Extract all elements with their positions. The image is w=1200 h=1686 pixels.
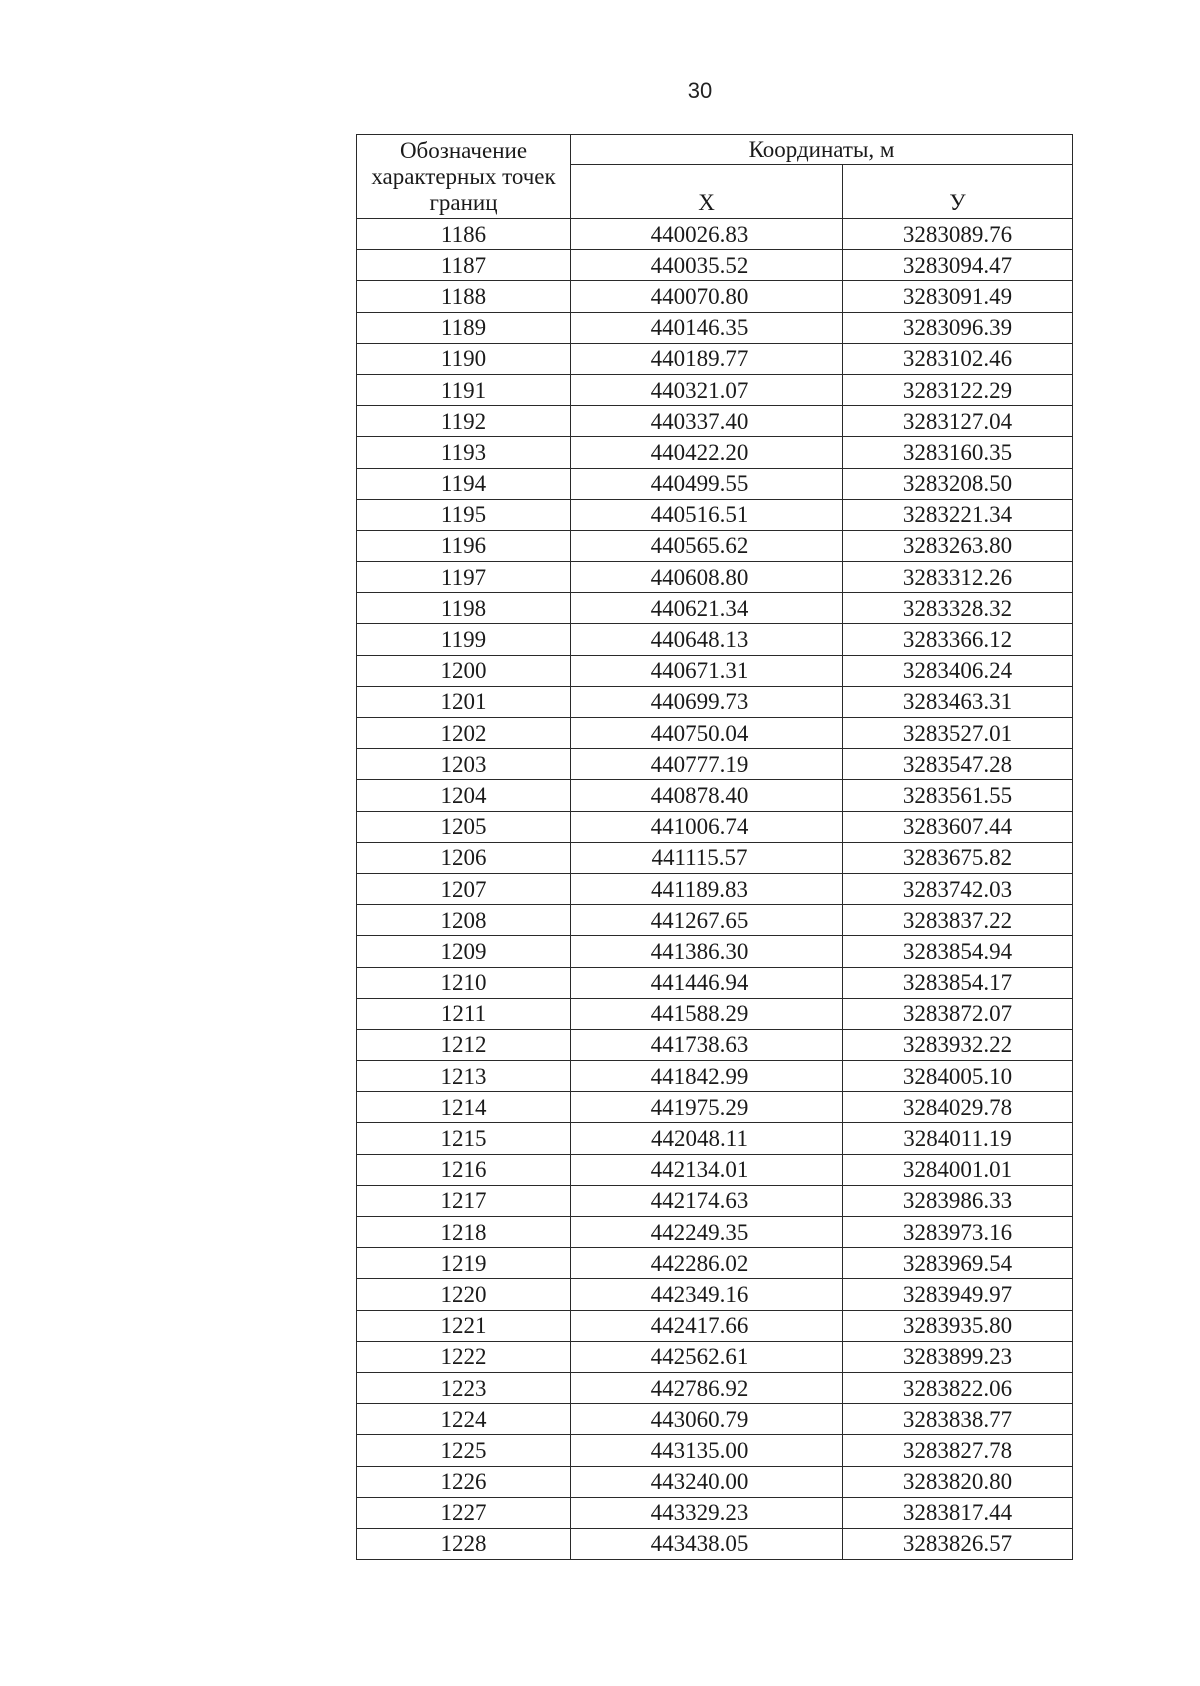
table-row — [357, 1248, 1073, 1279]
x-cell: 441738.63 — [571, 1029, 843, 1060]
x-cell: 441386.30 — [571, 936, 843, 967]
point-cell: 1213 — [357, 1061, 571, 1092]
point-cell: 1201 — [357, 686, 571, 717]
table-row — [357, 219, 1073, 250]
x-cell: 442249.35 — [571, 1217, 843, 1248]
y-cell: 3283837.22 — [843, 905, 1073, 936]
x-cell: 442349.16 — [571, 1279, 843, 1310]
x-cell: 443438.05 — [571, 1528, 843, 1559]
y-cell: 3284011.19 — [843, 1123, 1073, 1154]
y-cell: 3283160.35 — [843, 437, 1073, 468]
y-cell: 3284001.01 — [843, 1154, 1073, 1185]
y-cell: 3283986.33 — [843, 1185, 1073, 1216]
y-cell: 3283854.94 — [843, 936, 1073, 967]
table-row — [357, 530, 1073, 561]
table-row — [357, 343, 1073, 374]
point-cell: 1191 — [357, 374, 571, 405]
point-cell: 1198 — [357, 593, 571, 624]
table-row — [357, 1341, 1073, 1372]
y-cell: 3283935.80 — [843, 1310, 1073, 1341]
table-row — [357, 593, 1073, 624]
y-cell: 3283328.32 — [843, 593, 1073, 624]
x-cell: 440777.19 — [571, 749, 843, 780]
point-cell: 1219 — [357, 1248, 571, 1279]
x-cell: 440671.31 — [571, 655, 843, 686]
x-cell: 443135.00 — [571, 1435, 843, 1466]
point-cell: 1220 — [357, 1279, 571, 1310]
x-cell: 443060.79 — [571, 1404, 843, 1435]
table-row — [357, 406, 1073, 437]
y-cell: 3283675.82 — [843, 842, 1073, 873]
y-cell: 3283899.23 — [843, 1341, 1073, 1372]
point-cell: 1194 — [357, 468, 571, 499]
point-cell: 1217 — [357, 1185, 571, 1216]
y-cell: 3283742.03 — [843, 873, 1073, 904]
point-cell: 1228 — [357, 1528, 571, 1559]
table-row — [357, 624, 1073, 655]
y-cell: 3283607.44 — [843, 811, 1073, 842]
table-row — [357, 1404, 1073, 1435]
coordinates-table — [356, 134, 1073, 1560]
table-row — [357, 499, 1073, 530]
table-row — [357, 1279, 1073, 1310]
x-cell: 441446.94 — [571, 967, 843, 998]
point-cell: 1207 — [357, 873, 571, 904]
y-cell: 3283366.12 — [843, 624, 1073, 655]
point-cell: 1215 — [357, 1123, 571, 1154]
point-cell: 1211 — [357, 998, 571, 1029]
table-row — [357, 749, 1073, 780]
y-cell: 3283463.31 — [843, 686, 1073, 717]
x-cell: 441588.29 — [571, 998, 843, 1029]
point-cell: 1193 — [357, 437, 571, 468]
table-row — [357, 967, 1073, 998]
point-cell: 1212 — [357, 1029, 571, 1060]
y-cell: 3283527.01 — [843, 718, 1073, 749]
table-row — [357, 1123, 1073, 1154]
table-row — [357, 873, 1073, 904]
x-cell: 440608.80 — [571, 562, 843, 593]
x-cell: 442048.11 — [571, 1123, 843, 1154]
table-row — [357, 250, 1073, 281]
point-cell: 1203 — [357, 749, 571, 780]
point-cell: 1190 — [357, 343, 571, 374]
y-cell: 3283872.07 — [843, 998, 1073, 1029]
table-header — [357, 135, 1073, 219]
x-cell: 441189.83 — [571, 873, 843, 904]
y-cell: 3283973.16 — [843, 1217, 1073, 1248]
y-cell: 3283127.04 — [843, 406, 1073, 437]
table-row — [357, 281, 1073, 312]
x-cell: 440499.55 — [571, 468, 843, 499]
table-row — [357, 437, 1073, 468]
table-row — [357, 1497, 1073, 1528]
x-cell: 440321.07 — [571, 374, 843, 405]
table-row — [357, 655, 1073, 686]
point-cell: 1204 — [357, 780, 571, 811]
point-cell: 1200 — [357, 655, 571, 686]
table-row — [357, 686, 1073, 717]
x-cell: 440422.20 — [571, 437, 843, 468]
point-cell: 1225 — [357, 1435, 571, 1466]
x-cell: 442134.01 — [571, 1154, 843, 1185]
y-cell: 3283094.47 — [843, 250, 1073, 281]
x-cell: 441267.65 — [571, 905, 843, 936]
point-cell: 1210 — [357, 967, 571, 998]
point-cell: 1202 — [357, 718, 571, 749]
point-cell: 1188 — [357, 281, 571, 312]
x-cell: 440516.51 — [571, 499, 843, 530]
x-cell: 440648.13 — [571, 624, 843, 655]
x-cell: 440337.40 — [571, 406, 843, 437]
point-cell: 1199 — [357, 624, 571, 655]
point-cell: 1224 — [357, 1404, 571, 1435]
x-cell: 440750.04 — [571, 718, 843, 749]
y-cell: 3283221.34 — [843, 499, 1073, 530]
point-cell: 1223 — [357, 1372, 571, 1403]
x-cell: 441115.57 — [571, 842, 843, 873]
table-row — [357, 1528, 1073, 1559]
table-row — [357, 312, 1073, 343]
y-cell: 3283208.50 — [843, 468, 1073, 499]
x-cell: 440878.40 — [571, 780, 843, 811]
y-cell: 3284005.10 — [843, 1061, 1073, 1092]
x-cell: 442286.02 — [571, 1248, 843, 1279]
y-cell: 3283263.80 — [843, 530, 1073, 561]
point-cell: 1226 — [357, 1466, 571, 1497]
y-cell: 3284029.78 — [843, 1092, 1073, 1123]
y-cell: 3283122.29 — [843, 374, 1073, 405]
x-cell: 442786.92 — [571, 1372, 843, 1403]
y-cell: 3283547.28 — [843, 749, 1073, 780]
x-cell: 440146.35 — [571, 312, 843, 343]
table-row — [357, 905, 1073, 936]
point-cell: 1189 — [357, 312, 571, 343]
point-cell: 1186 — [357, 219, 571, 250]
point-cell: 1208 — [357, 905, 571, 936]
point-cell: 1187 — [357, 250, 571, 281]
table-row — [357, 936, 1073, 967]
table-row — [357, 468, 1073, 499]
table-row — [357, 1154, 1073, 1185]
y-cell: 3283932.22 — [843, 1029, 1073, 1060]
point-cell: 1216 — [357, 1154, 571, 1185]
point-cell: 1218 — [357, 1217, 571, 1248]
page-number: 30 — [687, 78, 713, 103]
x-cell: 440699.73 — [571, 686, 843, 717]
point-cell: 1197 — [357, 562, 571, 593]
header-point-designation: Обозначение характерных точек границ — [357, 135, 571, 219]
y-cell: 3283312.26 — [843, 562, 1073, 593]
x-cell: 440026.83 — [571, 219, 843, 250]
table-row — [357, 562, 1073, 593]
y-cell: 3283822.06 — [843, 1372, 1073, 1403]
point-cell: 1195 — [357, 499, 571, 530]
x-cell: 440070.80 — [571, 281, 843, 312]
y-cell: 3283561.55 — [843, 780, 1073, 811]
table-body — [357, 219, 1073, 1560]
point-cell: 1196 — [357, 530, 571, 561]
table-row — [357, 1029, 1073, 1060]
table-row — [357, 1435, 1073, 1466]
table-row — [357, 780, 1073, 811]
table-row — [357, 718, 1073, 749]
x-cell: 440621.34 — [571, 593, 843, 624]
table-row — [357, 998, 1073, 1029]
y-cell: 3283091.49 — [843, 281, 1073, 312]
y-cell: 3283827.78 — [843, 1435, 1073, 1466]
x-cell: 440189.77 — [571, 343, 843, 374]
table-row — [357, 1217, 1073, 1248]
table-row — [357, 1061, 1073, 1092]
x-cell: 443240.00 — [571, 1466, 843, 1497]
header-x: X — [571, 165, 843, 219]
x-cell: 441006.74 — [571, 811, 843, 842]
header-coordinates: Координаты, м — [571, 135, 1073, 165]
x-cell: 443329.23 — [571, 1497, 843, 1528]
y-cell: 3283826.57 — [843, 1528, 1073, 1559]
table-row — [357, 1372, 1073, 1403]
table-row — [357, 374, 1073, 405]
x-cell: 442562.61 — [571, 1341, 843, 1372]
table-row — [357, 1310, 1073, 1341]
x-cell: 442174.63 — [571, 1185, 843, 1216]
table-row — [357, 1092, 1073, 1123]
point-cell: 1192 — [357, 406, 571, 437]
y-cell: 3283969.54 — [843, 1248, 1073, 1279]
table-row — [357, 1185, 1073, 1216]
point-cell: 1221 — [357, 1310, 571, 1341]
x-cell: 442417.66 — [571, 1310, 843, 1341]
x-cell: 441842.99 — [571, 1061, 843, 1092]
point-cell: 1222 — [357, 1341, 571, 1372]
y-cell: 3283089.76 — [843, 219, 1073, 250]
point-cell: 1206 — [357, 842, 571, 873]
y-cell: 3283102.46 — [843, 343, 1073, 374]
point-cell: 1227 — [357, 1497, 571, 1528]
point-cell: 1214 — [357, 1092, 571, 1123]
table-row — [357, 1466, 1073, 1497]
y-cell: 3283096.39 — [843, 312, 1073, 343]
y-cell: 3283838.77 — [843, 1404, 1073, 1435]
x-cell: 441975.29 — [571, 1092, 843, 1123]
y-cell: 3283949.97 — [843, 1279, 1073, 1310]
y-cell: 3283406.24 — [843, 655, 1073, 686]
table-row — [357, 842, 1073, 873]
y-cell: 3283817.44 — [843, 1497, 1073, 1528]
x-cell: 440565.62 — [571, 530, 843, 561]
table-row — [357, 811, 1073, 842]
point-cell: 1209 — [357, 936, 571, 967]
x-cell: 440035.52 — [571, 250, 843, 281]
point-cell: 1205 — [357, 811, 571, 842]
y-cell: 3283854.17 — [843, 967, 1073, 998]
y-cell: 3283820.80 — [843, 1466, 1073, 1497]
header-y: У — [843, 165, 1073, 219]
